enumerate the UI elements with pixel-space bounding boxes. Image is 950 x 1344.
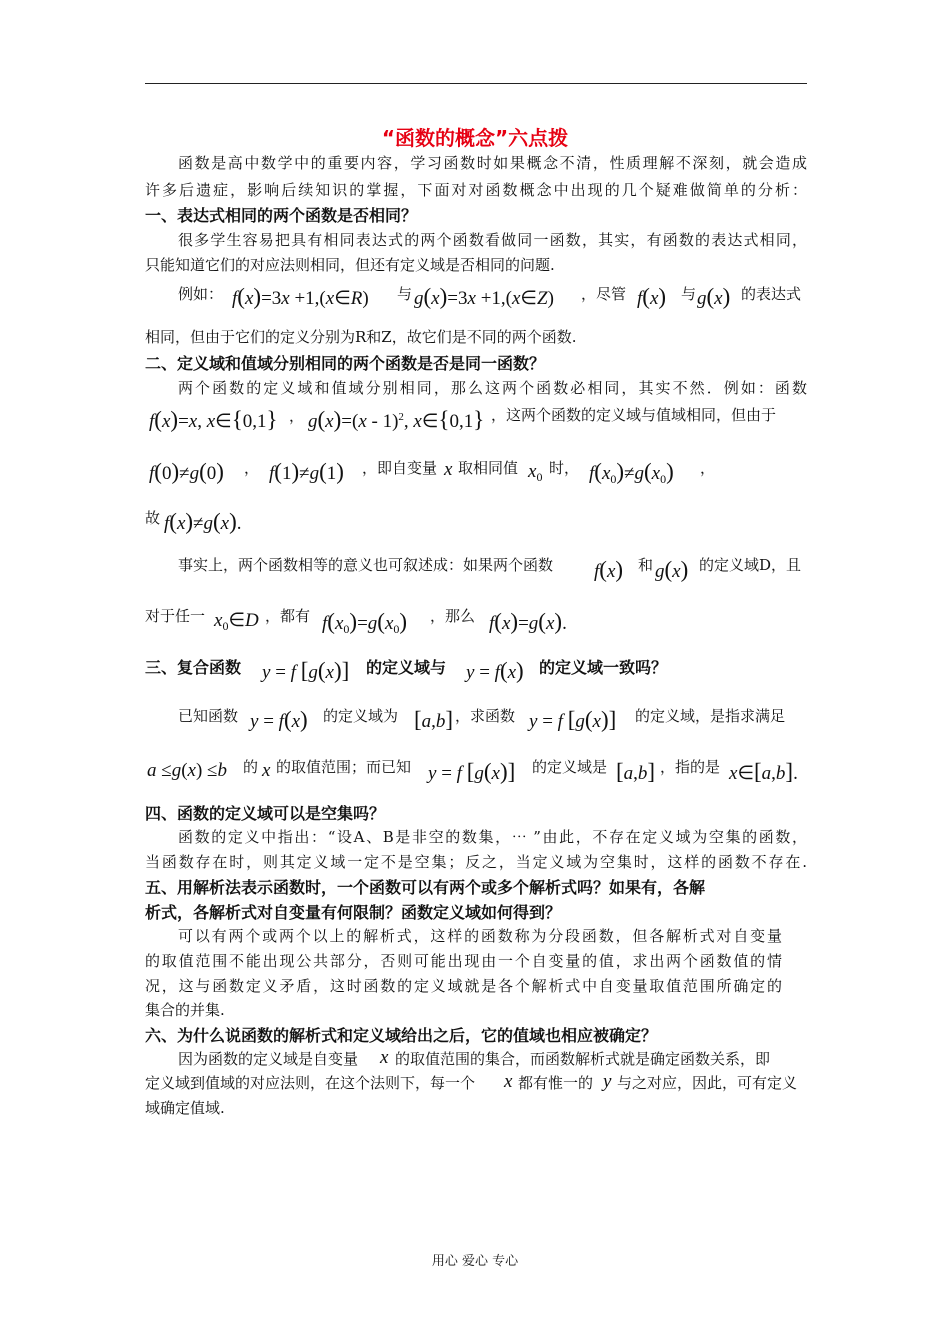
comma: ，	[244, 459, 260, 477]
math-y-eq-f-gx: y = f [g(x)]	[529, 707, 617, 732]
section-2-line-2-tail: ，这两个函数的定义域与值域相同，但由于	[491, 406, 777, 424]
line-3-c: 时，	[549, 459, 580, 477]
fact-b: 的定义域D，且	[699, 556, 802, 574]
math-x0-in-d: $x_0\in D$	[214, 610, 259, 633]
any-b: ，都有	[265, 607, 311, 625]
section-1-heading: 一、表达式相同的两个函数是否相同？	[145, 206, 418, 225]
example-yu-2: 与	[681, 285, 697, 303]
math-x0: $x_0$	[528, 461, 543, 484]
math-gx: g(x)	[655, 557, 689, 582]
math-y-eq-f-gx: y = f [g(x)]	[428, 759, 516, 784]
s6-line-2-a: 定义域到值域的对应法则，在这个法则下，每一个	[145, 1074, 476, 1092]
math-y-eq-fx: y = f(x)	[250, 707, 308, 732]
section-5-heading-1: 五、用解析法表示函数时，一个函数可以有两个或多个解析式吗？如果有，各解	[145, 878, 706, 897]
math-fx-neq-gx: f(x)≠g(x).	[164, 509, 242, 534]
comma: ，	[289, 407, 305, 425]
s3-line-1-a: 已知函数	[178, 707, 239, 725]
s3-line-2-c: 的定义域是	[532, 758, 608, 776]
fact-a: 事实上，两个函数相等的意义也可叙述成：如果两个函数	[178, 556, 554, 574]
line-3-b: 取相同值	[458, 459, 519, 477]
s3-line-2-a: 的	[243, 758, 259, 776]
gu: 故	[145, 509, 161, 527]
s6-line-1-a: 因为函数的定义域是自变量	[178, 1050, 359, 1068]
section-4-line-2: 当函数存在时，则其定义域一定不是空集；反之，当定义域为空集时，这样的函数不存在.	[145, 853, 807, 871]
math-f-3x-plus-1-real: f(x)=3x +1,(x∈R)	[232, 284, 369, 309]
any-c: ，那么	[430, 607, 476, 625]
math-x: x	[504, 1071, 513, 1092]
math-x: x	[262, 760, 271, 781]
intro-line-1: 函数是高中数学中的重要内容，学习函数时如果概念不清，性质理解不深刻，就会造成	[178, 154, 807, 172]
example-prefix: 例如：	[178, 285, 224, 303]
comma: ，	[700, 459, 716, 477]
any-a: 对于任一	[145, 607, 206, 625]
math-y-eq-fx: y = f(x)	[466, 658, 524, 683]
section-2-heading: 二、定义域和值域分别相同的两个函数是否是同一函数？	[145, 354, 546, 373]
math-x: x	[380, 1047, 389, 1068]
math-a-le-gx-le-b: a ≤g(x) ≤b	[147, 760, 227, 781]
s3-line-1-d: 的定义域，是指求满足	[635, 707, 786, 725]
math-x-in-interval-a-b: x∈[a,b].	[729, 759, 798, 784]
section-6-heading: 六、为什么说函数的解析式和定义域给出之后，它的值域也相应被确定？	[145, 1026, 658, 1045]
math-fx0-eq-gx0: $f(x_0)=g(x_0)$	[322, 609, 408, 636]
fact-he: 和	[638, 556, 654, 574]
math-gx: g(x)	[697, 284, 731, 309]
s3-line-1-b: 的定义域为	[323, 707, 399, 725]
example-yu: 与	[397, 285, 413, 303]
section-1-line-1: 很多学生容易把具有相同表达式的两个函数看做同一函数，其实，有函数的表达式相同，	[178, 231, 807, 249]
page-title: “函数的概念”六点拨	[381, 126, 569, 150]
math-fx-eq-gx: f(x)=g(x).	[489, 609, 567, 634]
math-f-equals-x: f(x)=x, x∈{0,1}	[149, 407, 278, 432]
s6-line-1-b: 的取值范围的集合，而函数解析式就是确定函数关系，即	[395, 1050, 771, 1068]
section-2-line-1: 两个函数的定义域和值域分别相同，那么这两个函数必相同，其实不然．例如：函数	[178, 379, 807, 397]
s6-line-3: 域确定值域.	[145, 1099, 225, 1117]
math-fx0-neq-gx0: $f(x_0)\ne g(x_0)$	[589, 459, 674, 486]
section-5-line-1: 可以有两个或两个以上的解析式，这样的函数称为分段函数，但各解析式对自变量	[178, 927, 782, 945]
section-5-heading-2: 析式，各解析式对自变量有何限制？函数定义域如何得到？	[145, 903, 562, 922]
s6-line-2-b: 都有惟一的	[518, 1074, 594, 1092]
math-f1-neq-g1: f(1)≠g(1)	[269, 459, 344, 484]
page-footer: 用心 爱心 专心	[431, 1254, 519, 1269]
math-fx: f(x)	[594, 557, 624, 582]
section-4-heading: 四、函数的定义域可以是空集吗？	[145, 804, 386, 823]
section-4-line-1: 函数的定义中指出：“设A、B是非空的数集，⋯ ”由此，不存在定义域为空集的函数，	[178, 828, 807, 846]
example-end: 的表达式	[741, 285, 802, 303]
section-5-line-2: 的取值范围不能出现公共部分，否则可能出现由一个自变量的值，求出两个函数值的情	[145, 952, 782, 970]
math-g-3x-plus-1-integer: g(x)=3x +1,(x∈Z)	[414, 284, 554, 309]
example-mid: ，尽管	[581, 285, 627, 303]
section-3-heading-c: 的定义域一致吗？	[539, 658, 668, 677]
line-3-a: ，即自变量	[362, 459, 438, 477]
s3-line-2-b: 的取值范围；而已知	[276, 758, 412, 776]
s3-line-1-c: ，求函数	[455, 707, 516, 725]
math-x: x	[444, 459, 453, 480]
header-rule	[145, 83, 807, 84]
s6-line-2-c: 与之对应，因此，可有定义	[617, 1074, 798, 1092]
s3-line-2-d: ，指的是	[660, 758, 721, 776]
math-y: y	[603, 1071, 612, 1092]
math-interval-a-b: [a,b]	[616, 759, 656, 784]
math-interval-a-b: [a,b]	[414, 707, 454, 732]
math-y-eq-f-gx: y = f [g(x)]	[262, 658, 350, 683]
section-5-line-3: 况，这与函数定义矛盾，这时函数的定义域就是各个解析式中自变量取值范围所确定的	[145, 977, 782, 995]
section-5-line-4: 集合的并集.	[145, 1001, 225, 1019]
math-fx: f(x)	[637, 284, 667, 309]
section-1-line-2: 只能知道它们的对应法则相同，但还有定义域是否相同的问题.	[145, 256, 555, 274]
section-1-last-line: 相同，但由于它们的定义分别为R和Z，故它们是不同的两个函数.	[145, 328, 577, 346]
math-g-equals-x-minus-1-squared: g(x)=(x - 1)$^2$, x∈{0,1}	[308, 407, 485, 432]
section-3-heading-b: 的定义域与	[366, 658, 447, 677]
intro-line-2: 许多后遗症，影响后续知识的掌握，下面对对函数概念中出现的几个疑难做简单的分析：	[145, 181, 807, 199]
math-f0-neq-g0: f(0)≠g(0)	[149, 459, 224, 484]
section-3-heading-a: 三、复合函数	[145, 658, 242, 677]
